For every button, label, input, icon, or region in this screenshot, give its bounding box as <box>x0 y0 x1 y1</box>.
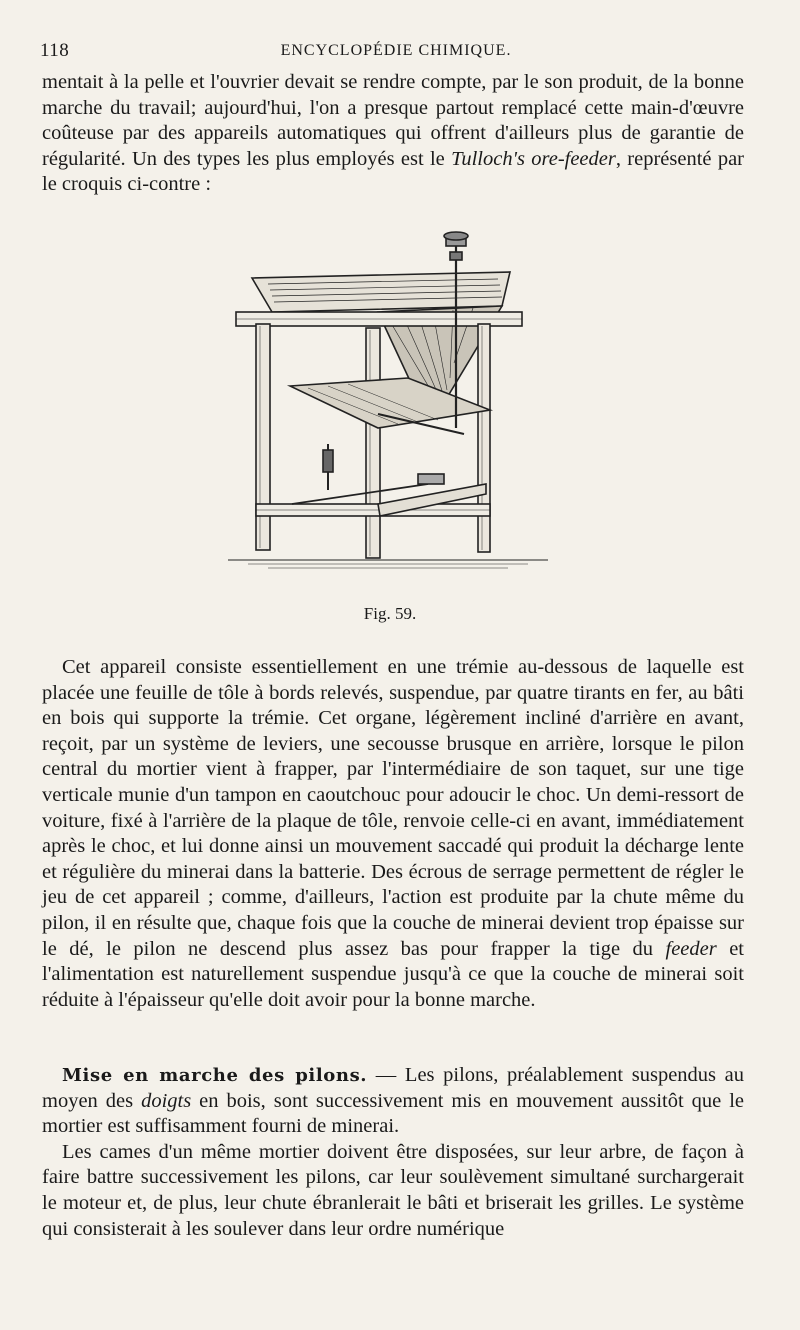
description-text: Cet appareil consiste essentiellement en une trémie au-dessous de laquelle est placée une feuille de tôle à bords relevés, suspendue, par quatre tirants en fer, au bâti en bois qui supporte la trémie. Cet organe, légèrement incliné d'arrière en avant, reçoit, par un système de leviers, une secousse brusque en arrière, lorsque le pilon central du mortier vient à frapper, par l'intermédiaire de son taquet, sur une tige verticale munie d'un tampon en caoutchouc pour adoucir le choc. Un demi-ressort de voiture, fixé à l'arrière de la plaque de tôle, renvoie celle-ci en avant, immédiatement après le choc, et lui donne ainsi un mouvement saccadé qui produit la décharge lente et régulière du minerai dans la batterie. Des écrous de serrage permettent de régler le jeu de cet appareil ; comme, d'ailleurs, l'action est produite par la chute même du pilon, il en résulte que, chaque fois que la couche de minerai devient trop épaisse sur le dé, le pilon ne descend plus assez bas pour frapper la tige du <box>42 656 744 960</box>
section-text: — Les pilons, préalablement suspendus au moyen des <box>42 1064 744 1112</box>
ore-feeder-engraving-icon <box>228 228 548 588</box>
page-header <box>40 40 752 68</box>
section-block <box>42 1063 744 1242</box>
cams-paragraph: Les cames d'un même mortier doivent être disposées, sur leur arbre, de façon à faire battre successivement les pilons, car leur soulèvement simultané surchargerait le moteur et, de plus, leur chute ébranlerait le bâti et briserait les grilles. Le système qui consisterait à les soulever dans leur ordre numérique <box>42 1140 744 1240</box>
figure-59 <box>228 228 548 588</box>
description-text-end: et l'alimentation est naturellement suspendue jusqu'à ce que la couche de minerai soit réduite à l'épaisseur qu'elle doit avoir pour la bonne marche. <box>42 937 745 1011</box>
ore-feeder-term: Tulloch's ore-feeder <box>451 147 616 170</box>
section-heading: Mise en marche des pilons. <box>62 1065 368 1086</box>
running-head: ENCYCLOPÉDIE CHIMIQUE. <box>280 42 512 59</box>
section-paragraph <box>42 1063 744 1140</box>
intro-text-end: , représenté par le croquis ci-contre : <box>42 147 744 196</box>
description-paragraph <box>42 655 744 1013</box>
section-text-end: en bois, sont successivement mis en mouvement aussitôt que le mortier est suffisamment fourni de minerai. <box>42 1089 744 1138</box>
intro-paragraph <box>42 70 744 198</box>
figure-caption: Fig. 59. <box>363 604 417 623</box>
doigts-term: doigts <box>141 1089 192 1112</box>
feeder-term: feeder <box>665 937 717 960</box>
page-number: 118 <box>40 40 70 61</box>
intro-text: mentait à la pelle et l'ouvrier devait se rendre compte, par le son produit, de la bonne marche du travail; aujourd'hui, l'on a presque partout remplacé cette main-d'œuvre coûteuse par des appareils automatiques qui offrent d'ailleurs plus de garantie de régularité. Un des types les plus employés est le <box>42 71 744 170</box>
